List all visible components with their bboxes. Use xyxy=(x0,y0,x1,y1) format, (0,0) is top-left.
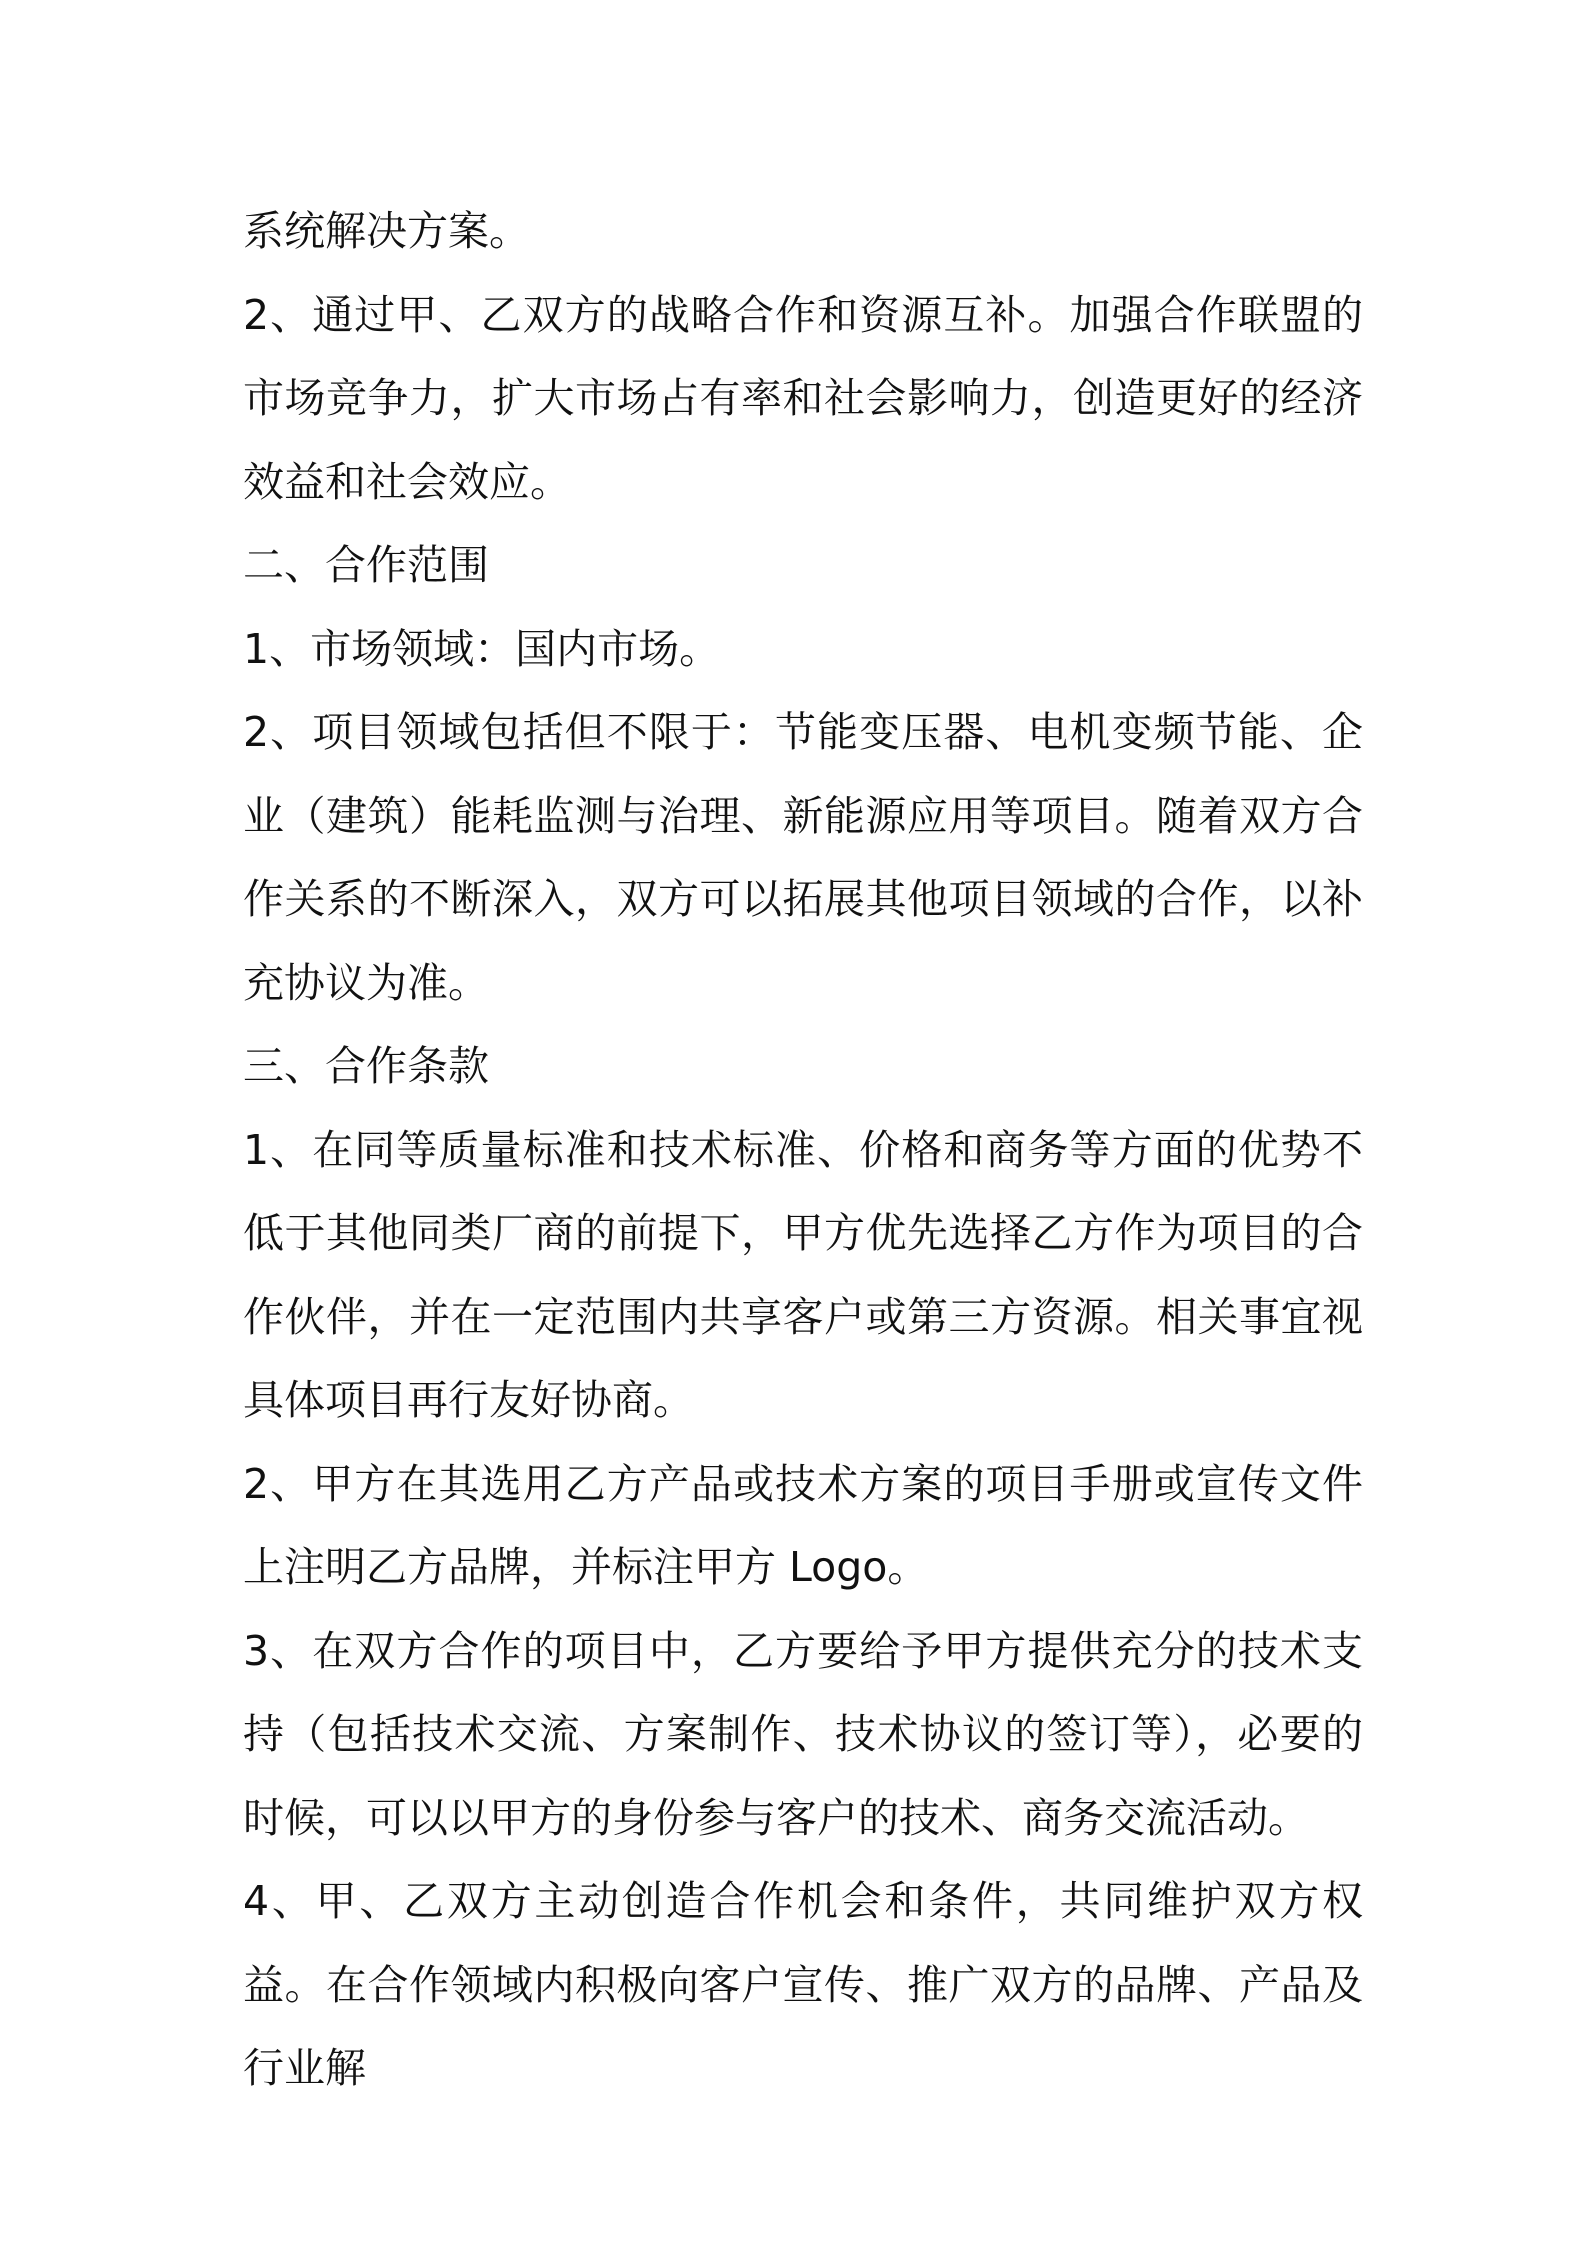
paragraph-term-2: 2、甲方在其选用乙方产品或技术方案的项目手册或宣传文件上注明乙方品牌，并标注甲方 Logo。 xyxy=(243,1459,1363,1591)
paragraph-solution-ending: 系统解决方案。 xyxy=(243,207,530,255)
paragraph-term-4: 4、甲、乙双方主动创造合作机会和条件，共同维护双方权益。在合作领域内积极向客户宣传、推广双方的品牌、产品及行业解 xyxy=(243,1877,1363,2092)
paragraph-term-1: 1、在同等质量标准和技术标准、价格和商务等方面的优势不低于其他同类厂商的前提下，甲方优先选择乙方作为项目的合作伙伴，并在一定范围内共享客户或第三方资源。相关事宜视具体项目再行友好协商。 xyxy=(243,1125,1363,1424)
paragraph-market-field: 1、市场领域：国内市场。 xyxy=(243,624,721,673)
paragraph-project-field: 2、项目领域包括但不限于：节能变压器、电机变频节能、企业（建筑）能耗监测与治理、新能源应用等项目。随着双方合作关系的不断深入，双方可以拓展其他项目领域的合作，以补充协议为准。 xyxy=(243,708,1363,1007)
paragraph-cooperation-goal-2: 2、通过甲、乙双方的战略合作和资源互补。加强合作联盟的市场竞争力，扩大市场占有率和社会影响力，创造更好的经济效益和社会效应。 xyxy=(243,290,1363,506)
paragraph-term-3: 3、在双方合作的项目中，乙方要给予甲方提供充分的技术支持（包括技术交流、方案制作、技术协议的签订等），必要的时候，可以以甲方的身份参与客户的技术、商务交流活动。 xyxy=(243,1626,1363,1842)
section-heading-cooperation-terms: 三、合作条款 xyxy=(243,1042,489,1090)
section-heading-cooperation-scope: 二、合作范围 xyxy=(243,541,489,589)
document-body xyxy=(243,190,1363,2111)
